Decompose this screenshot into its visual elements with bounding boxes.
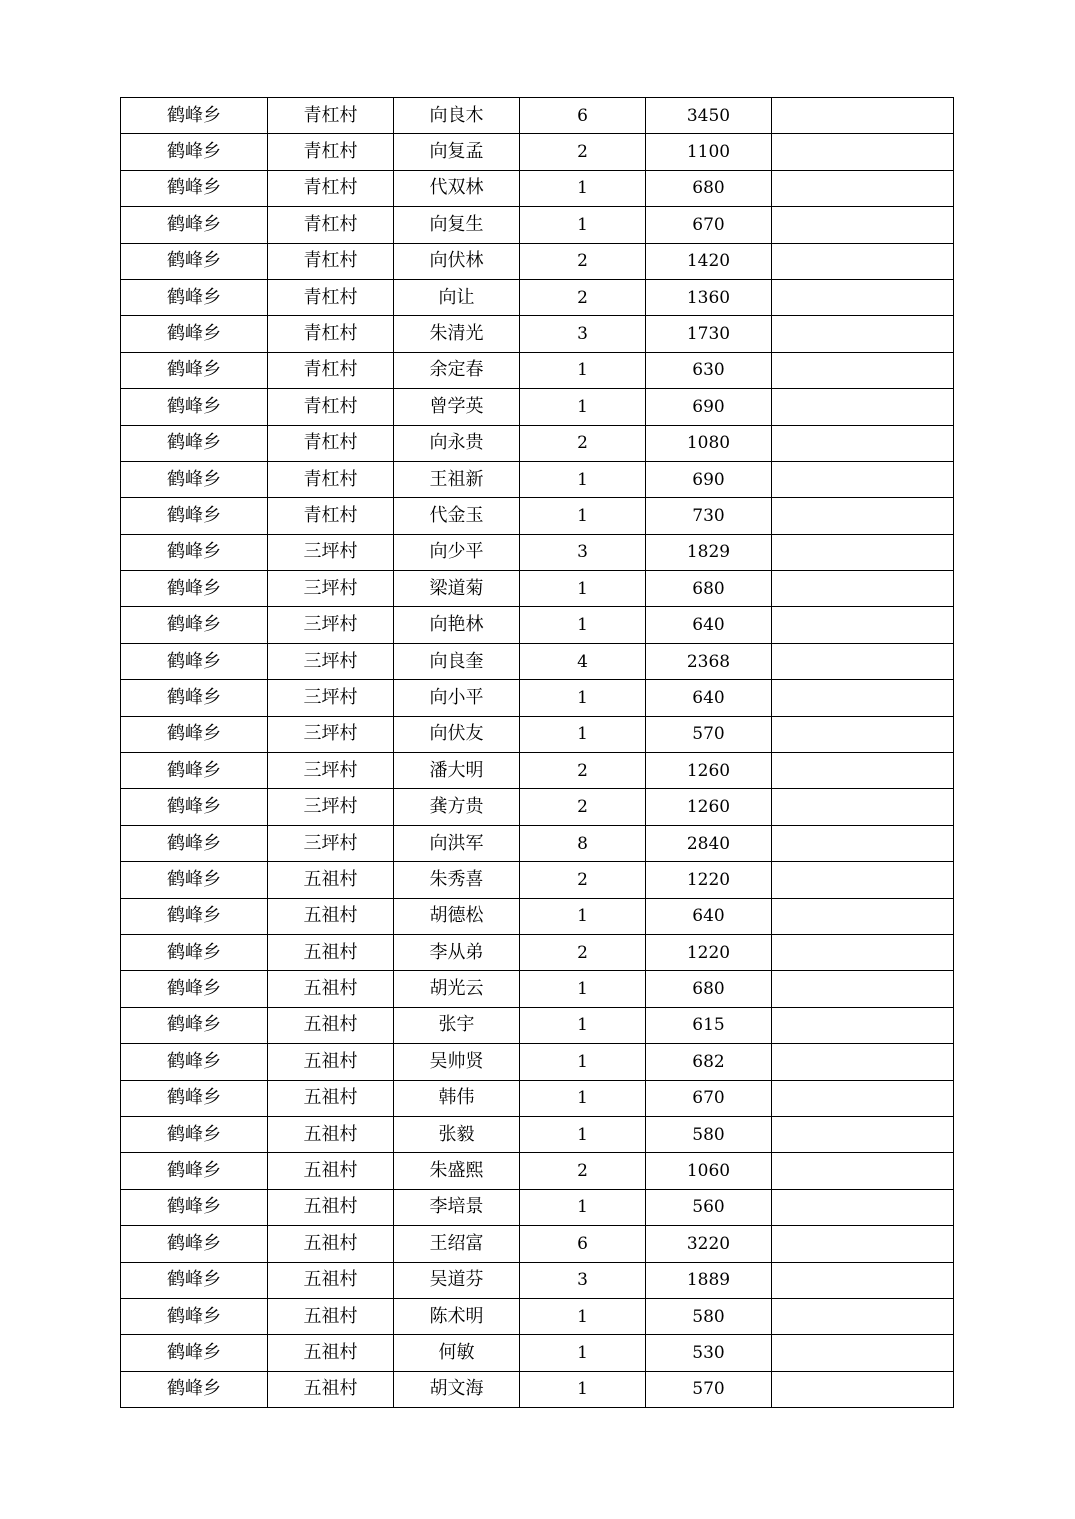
village-cell: 五祖村 (268, 1007, 394, 1043)
township-cell: 鹤峰乡 (121, 716, 268, 752)
township-cell: 鹤峰乡 (121, 207, 268, 243)
remarks-cell (772, 316, 954, 352)
household-size-cell: 1 (520, 170, 646, 206)
village-cell: 五祖村 (268, 1226, 394, 1262)
household-size-cell: 6 (520, 98, 646, 134)
remarks-cell (772, 643, 954, 679)
village-cell: 五祖村 (268, 1153, 394, 1189)
table-row (121, 1262, 954, 1298)
table-row (121, 607, 954, 643)
table-row (121, 571, 954, 607)
amount-cell: 670 (646, 207, 772, 243)
township-cell: 鹤峰乡 (121, 389, 268, 425)
household-size-cell: 1 (520, 461, 646, 497)
village-cell: 青杠村 (268, 134, 394, 170)
table-row (121, 534, 954, 570)
table-row (121, 352, 954, 388)
name-cell: 李从弟 (394, 934, 520, 970)
village-cell: 青杠村 (268, 170, 394, 206)
township-cell: 鹤峰乡 (121, 1116, 268, 1152)
township-cell: 鹤峰乡 (121, 971, 268, 1007)
table-row (121, 1298, 954, 1334)
name-cell: 潘大明 (394, 753, 520, 789)
household-size-cell: 1 (520, 1371, 646, 1407)
table-row (121, 898, 954, 934)
remarks-cell (772, 571, 954, 607)
township-cell: 鹤峰乡 (121, 643, 268, 679)
table-row (121, 1080, 954, 1116)
table-row (121, 1044, 954, 1080)
remarks-cell (772, 1153, 954, 1189)
village-cell: 五祖村 (268, 1080, 394, 1116)
name-cell: 陈术明 (394, 1298, 520, 1334)
village-cell: 五祖村 (268, 1298, 394, 1334)
township-cell: 鹤峰乡 (121, 352, 268, 388)
township-cell: 鹤峰乡 (121, 1044, 268, 1080)
table-row (121, 425, 954, 461)
name-cell: 梁道菊 (394, 571, 520, 607)
remarks-cell (772, 170, 954, 206)
remarks-cell (772, 98, 954, 134)
village-cell: 五祖村 (268, 898, 394, 934)
household-size-cell: 2 (520, 425, 646, 461)
remarks-cell (772, 680, 954, 716)
township-cell: 鹤峰乡 (121, 98, 268, 134)
village-cell: 青杠村 (268, 461, 394, 497)
name-cell: 向复生 (394, 207, 520, 243)
remarks-cell (772, 207, 954, 243)
remarks-cell (772, 862, 954, 898)
household-size-cell: 1 (520, 352, 646, 388)
remarks-cell (772, 1080, 954, 1116)
township-cell: 鹤峰乡 (121, 461, 268, 497)
amount-cell: 3220 (646, 1226, 772, 1262)
household-size-cell: 1 (520, 1044, 646, 1080)
township-cell: 鹤峰乡 (121, 1007, 268, 1043)
household-size-cell: 2 (520, 753, 646, 789)
table-row (121, 316, 954, 352)
household-size-cell: 2 (520, 279, 646, 315)
township-cell: 鹤峰乡 (121, 934, 268, 970)
table-row (121, 98, 954, 134)
name-cell: 韩伟 (394, 1080, 520, 1116)
remarks-cell (772, 279, 954, 315)
township-cell: 鹤峰乡 (121, 571, 268, 607)
name-cell: 胡德松 (394, 898, 520, 934)
amount-cell: 670 (646, 1080, 772, 1116)
name-cell: 向洪军 (394, 825, 520, 861)
village-cell: 青杠村 (268, 425, 394, 461)
amount-cell: 690 (646, 461, 772, 497)
name-cell: 向让 (394, 279, 520, 315)
table-row (121, 461, 954, 497)
table-row (121, 1335, 954, 1371)
name-cell: 向伏林 (394, 243, 520, 279)
township-cell: 鹤峰乡 (121, 1226, 268, 1262)
township-cell: 鹤峰乡 (121, 1335, 268, 1371)
remarks-cell (772, 934, 954, 970)
remarks-cell (772, 1371, 954, 1407)
amount-cell: 1060 (646, 1153, 772, 1189)
household-size-cell: 1 (520, 1007, 646, 1043)
name-cell: 何敏 (394, 1335, 520, 1371)
amount-cell: 682 (646, 1044, 772, 1080)
household-size-cell: 2 (520, 934, 646, 970)
amount-cell: 1080 (646, 425, 772, 461)
remarks-cell (772, 789, 954, 825)
table-row (121, 643, 954, 679)
name-cell: 胡光云 (394, 971, 520, 1007)
amount-cell: 1829 (646, 534, 772, 570)
township-cell: 鹤峰乡 (121, 1153, 268, 1189)
household-size-cell: 8 (520, 825, 646, 861)
amount-cell: 1220 (646, 934, 772, 970)
amount-cell: 640 (646, 607, 772, 643)
household-size-cell: 1 (520, 1189, 646, 1225)
name-cell: 向良奎 (394, 643, 520, 679)
household-size-cell: 1 (520, 571, 646, 607)
township-cell: 鹤峰乡 (121, 534, 268, 570)
remarks-cell (772, 134, 954, 170)
township-cell: 鹤峰乡 (121, 316, 268, 352)
township-cell: 鹤峰乡 (121, 425, 268, 461)
amount-cell: 680 (646, 170, 772, 206)
name-cell: 向伏友 (394, 716, 520, 752)
name-cell: 吴道芬 (394, 1262, 520, 1298)
remarks-cell (772, 1116, 954, 1152)
township-cell: 鹤峰乡 (121, 170, 268, 206)
name-cell: 朱盛熙 (394, 1153, 520, 1189)
village-cell: 青杠村 (268, 243, 394, 279)
household-size-cell: 1 (520, 389, 646, 425)
amount-cell: 1360 (646, 279, 772, 315)
name-cell: 向小平 (394, 680, 520, 716)
household-size-cell: 1 (520, 1116, 646, 1152)
village-cell: 三坪村 (268, 571, 394, 607)
amount-cell: 580 (646, 1116, 772, 1152)
village-cell: 青杠村 (268, 207, 394, 243)
table-row (121, 279, 954, 315)
table-row (121, 862, 954, 898)
household-size-cell: 1 (520, 898, 646, 934)
township-cell: 鹤峰乡 (121, 607, 268, 643)
table-row (121, 389, 954, 425)
name-cell: 代金玉 (394, 498, 520, 534)
household-size-cell: 1 (520, 971, 646, 1007)
village-cell: 三坪村 (268, 607, 394, 643)
village-cell: 三坪村 (268, 753, 394, 789)
household-size-cell: 4 (520, 643, 646, 679)
amount-cell: 1420 (646, 243, 772, 279)
village-cell: 青杠村 (268, 98, 394, 134)
household-size-cell: 1 (520, 716, 646, 752)
name-cell: 向艳林 (394, 607, 520, 643)
township-cell: 鹤峰乡 (121, 862, 268, 898)
name-cell: 朱秀喜 (394, 862, 520, 898)
amount-cell: 560 (646, 1189, 772, 1225)
household-size-cell: 1 (520, 680, 646, 716)
household-size-cell: 1 (520, 607, 646, 643)
amount-cell: 640 (646, 680, 772, 716)
township-cell: 鹤峰乡 (121, 1189, 268, 1225)
table-row (121, 753, 954, 789)
remarks-cell (772, 716, 954, 752)
household-size-cell: 2 (520, 243, 646, 279)
name-cell: 胡文海 (394, 1371, 520, 1407)
table-row (121, 1116, 954, 1152)
table-row (121, 1007, 954, 1043)
household-size-cell: 2 (520, 134, 646, 170)
village-cell: 青杠村 (268, 352, 394, 388)
name-cell: 代双林 (394, 170, 520, 206)
village-cell: 五祖村 (268, 1371, 394, 1407)
amount-cell: 680 (646, 571, 772, 607)
remarks-cell (772, 461, 954, 497)
township-cell: 鹤峰乡 (121, 753, 268, 789)
village-cell: 五祖村 (268, 1335, 394, 1371)
table-row (121, 134, 954, 170)
name-cell: 张毅 (394, 1116, 520, 1152)
township-cell: 鹤峰乡 (121, 1298, 268, 1334)
amount-cell: 570 (646, 716, 772, 752)
table-row (121, 1153, 954, 1189)
name-cell: 张宇 (394, 1007, 520, 1043)
amount-cell: 730 (646, 498, 772, 534)
table-row (121, 825, 954, 861)
name-cell: 吴帅贤 (394, 1044, 520, 1080)
household-size-cell: 6 (520, 1226, 646, 1262)
name-cell: 王祖新 (394, 461, 520, 497)
amount-cell: 1220 (646, 862, 772, 898)
remarks-cell (772, 1298, 954, 1334)
amount-cell: 630 (646, 352, 772, 388)
remarks-cell (772, 498, 954, 534)
amount-cell: 615 (646, 1007, 772, 1043)
remarks-cell (772, 243, 954, 279)
village-cell: 青杠村 (268, 316, 394, 352)
amount-cell: 1100 (646, 134, 772, 170)
name-cell: 余定春 (394, 352, 520, 388)
village-cell: 三坪村 (268, 789, 394, 825)
township-cell: 鹤峰乡 (121, 243, 268, 279)
village-cell: 青杠村 (268, 389, 394, 425)
amount-cell: 640 (646, 898, 772, 934)
village-cell: 青杠村 (268, 498, 394, 534)
amount-cell: 3450 (646, 98, 772, 134)
village-cell: 五祖村 (268, 1189, 394, 1225)
village-cell: 五祖村 (268, 934, 394, 970)
remarks-cell (772, 825, 954, 861)
name-cell: 向复孟 (394, 134, 520, 170)
table-row (121, 1371, 954, 1407)
amount-cell: 2368 (646, 643, 772, 679)
township-cell: 鹤峰乡 (121, 1262, 268, 1298)
amount-cell: 680 (646, 971, 772, 1007)
table-row (121, 498, 954, 534)
township-cell: 鹤峰乡 (121, 279, 268, 315)
household-size-cell: 2 (520, 1153, 646, 1189)
name-cell: 向永贵 (394, 425, 520, 461)
village-cell: 三坪村 (268, 680, 394, 716)
name-cell: 朱清光 (394, 316, 520, 352)
amount-cell: 580 (646, 1298, 772, 1334)
table-row (121, 934, 954, 970)
household-size-cell: 1 (520, 498, 646, 534)
name-cell: 龚方贵 (394, 789, 520, 825)
amount-cell: 2840 (646, 825, 772, 861)
village-cell: 五祖村 (268, 1116, 394, 1152)
remarks-cell (772, 971, 954, 1007)
table-row (121, 716, 954, 752)
village-cell: 五祖村 (268, 1044, 394, 1080)
amount-cell: 1730 (646, 316, 772, 352)
remarks-cell (772, 607, 954, 643)
township-cell: 鹤峰乡 (121, 825, 268, 861)
table-row (121, 971, 954, 1007)
table-row (121, 789, 954, 825)
township-cell: 鹤峰乡 (121, 789, 268, 825)
remarks-cell (772, 898, 954, 934)
township-cell: 鹤峰乡 (121, 898, 268, 934)
village-cell: 五祖村 (268, 862, 394, 898)
table-row (121, 207, 954, 243)
household-size-cell: 1 (520, 207, 646, 243)
township-cell: 鹤峰乡 (121, 1371, 268, 1407)
household-size-cell: 3 (520, 1262, 646, 1298)
household-size-cell: 3 (520, 534, 646, 570)
amount-cell: 570 (646, 1371, 772, 1407)
village-cell: 青杠村 (268, 279, 394, 315)
household-size-cell: 2 (520, 862, 646, 898)
name-cell: 李培景 (394, 1189, 520, 1225)
township-cell: 鹤峰乡 (121, 134, 268, 170)
household-size-cell: 1 (520, 1080, 646, 1116)
table-row (121, 1189, 954, 1225)
remarks-cell (772, 1262, 954, 1298)
household-table (120, 97, 954, 1408)
amount-cell: 1889 (646, 1262, 772, 1298)
remarks-cell (772, 753, 954, 789)
name-cell: 王绍富 (394, 1226, 520, 1262)
name-cell: 向良木 (394, 98, 520, 134)
township-cell: 鹤峰乡 (121, 1080, 268, 1116)
remarks-cell (772, 534, 954, 570)
table-row (121, 170, 954, 206)
remarks-cell (772, 425, 954, 461)
remarks-cell (772, 1007, 954, 1043)
remarks-cell (772, 1044, 954, 1080)
table-row (121, 680, 954, 716)
table-row (121, 1226, 954, 1262)
remarks-cell (772, 1189, 954, 1225)
village-cell: 三坪村 (268, 643, 394, 679)
name-cell: 曾学英 (394, 389, 520, 425)
village-cell: 五祖村 (268, 1262, 394, 1298)
amount-cell: 690 (646, 389, 772, 425)
household-size-cell: 3 (520, 316, 646, 352)
table-row (121, 243, 954, 279)
village-cell: 三坪村 (268, 716, 394, 752)
remarks-cell (772, 352, 954, 388)
amount-cell: 1260 (646, 789, 772, 825)
township-cell: 鹤峰乡 (121, 498, 268, 534)
remarks-cell (772, 1226, 954, 1262)
remarks-cell (772, 389, 954, 425)
remarks-cell (772, 1335, 954, 1371)
name-cell: 向少平 (394, 534, 520, 570)
village-cell: 三坪村 (268, 534, 394, 570)
township-cell: 鹤峰乡 (121, 680, 268, 716)
household-size-cell: 2 (520, 789, 646, 825)
household-size-cell: 1 (520, 1298, 646, 1334)
amount-cell: 1260 (646, 753, 772, 789)
village-cell: 三坪村 (268, 825, 394, 861)
village-cell: 五祖村 (268, 971, 394, 1007)
amount-cell: 530 (646, 1335, 772, 1371)
household-size-cell: 1 (520, 1335, 646, 1371)
table-body (121, 98, 954, 1408)
